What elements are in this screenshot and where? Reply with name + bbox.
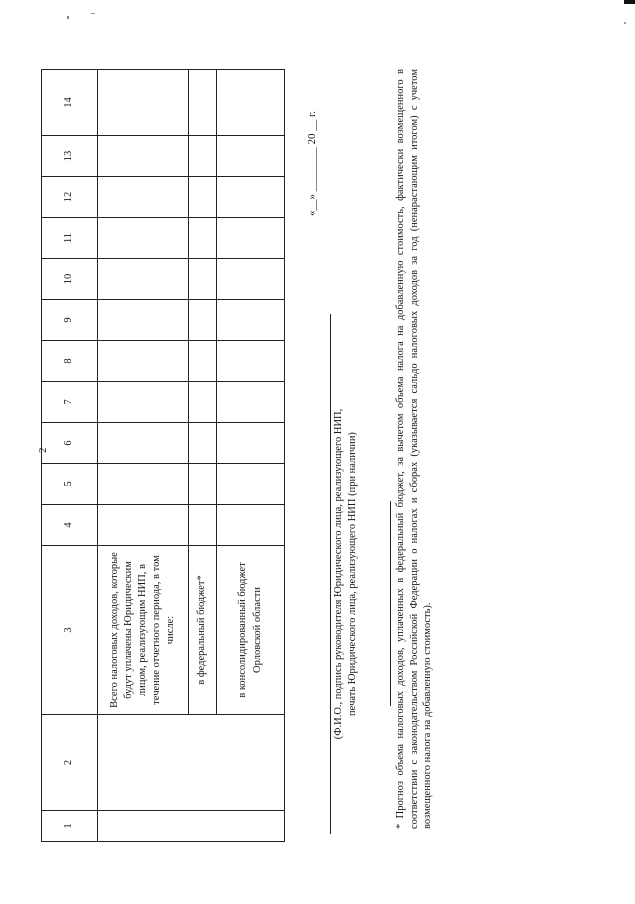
column-header: 3 xyxy=(42,546,98,715)
column-header: 13 xyxy=(42,136,98,177)
column-header: 12 xyxy=(42,177,98,218)
cell-col1 xyxy=(98,811,285,842)
table-header-row xyxy=(42,70,98,842)
column-header: 4 xyxy=(42,505,98,546)
column-header: 14 xyxy=(42,70,98,136)
row-label-total: Всего налоговых доходов, которые будут уплачены Юридическим лицом, реализующим НИП, в течение отчетного периода, в том числе: xyxy=(98,546,189,715)
row-label-regional: в консолидированный бюджет Орловской области xyxy=(217,546,285,715)
column-header: 7 xyxy=(42,382,98,423)
edge-mark xyxy=(624,0,635,4)
speck xyxy=(624,22,626,24)
column-header: 1 xyxy=(42,811,98,842)
signature-caption-line1: (Ф.И.О., подпись руководителя Юридического лица, реализующего НИП, xyxy=(333,408,344,740)
row-label-federal: в федеральный бюджет* xyxy=(189,546,217,715)
footnote-text: * Прогноз объема налоговых доходов, уплаченных в федеральный бюджет, за вычетом объема налога на добавленную стоимость, фактически возмещенного в соответствии с законодательством Российской Федерации о налогах и сборах (указывается сальдо налоговых доходов за год (ненарастающим итогом) с учетом возмещенного налога на добавленную стоимость). xyxy=(395,69,434,829)
column-header: 2 xyxy=(42,715,98,811)
column-header: 8 xyxy=(42,341,98,382)
signature-line xyxy=(330,314,331,834)
cell-col2 xyxy=(98,715,285,811)
column-header: 5 xyxy=(42,464,98,505)
tax-forecast-table xyxy=(41,69,285,842)
speck xyxy=(91,13,95,14)
column-header: 6 xyxy=(42,423,98,464)
column-header: 9 xyxy=(42,300,98,341)
table-row-total xyxy=(98,70,189,842)
speck xyxy=(67,16,69,19)
signature-caption-line2: печать Юридического лица, реализующего НИП (при наличии) xyxy=(347,432,359,716)
column-header: 10 xyxy=(42,259,98,300)
page-number: 2 xyxy=(37,447,49,453)
date-line: «__» ________ 20 __ г. xyxy=(306,110,318,216)
footnote-separator xyxy=(390,501,391,706)
column-header: 11 xyxy=(42,218,98,259)
signature-caption xyxy=(332,314,360,834)
